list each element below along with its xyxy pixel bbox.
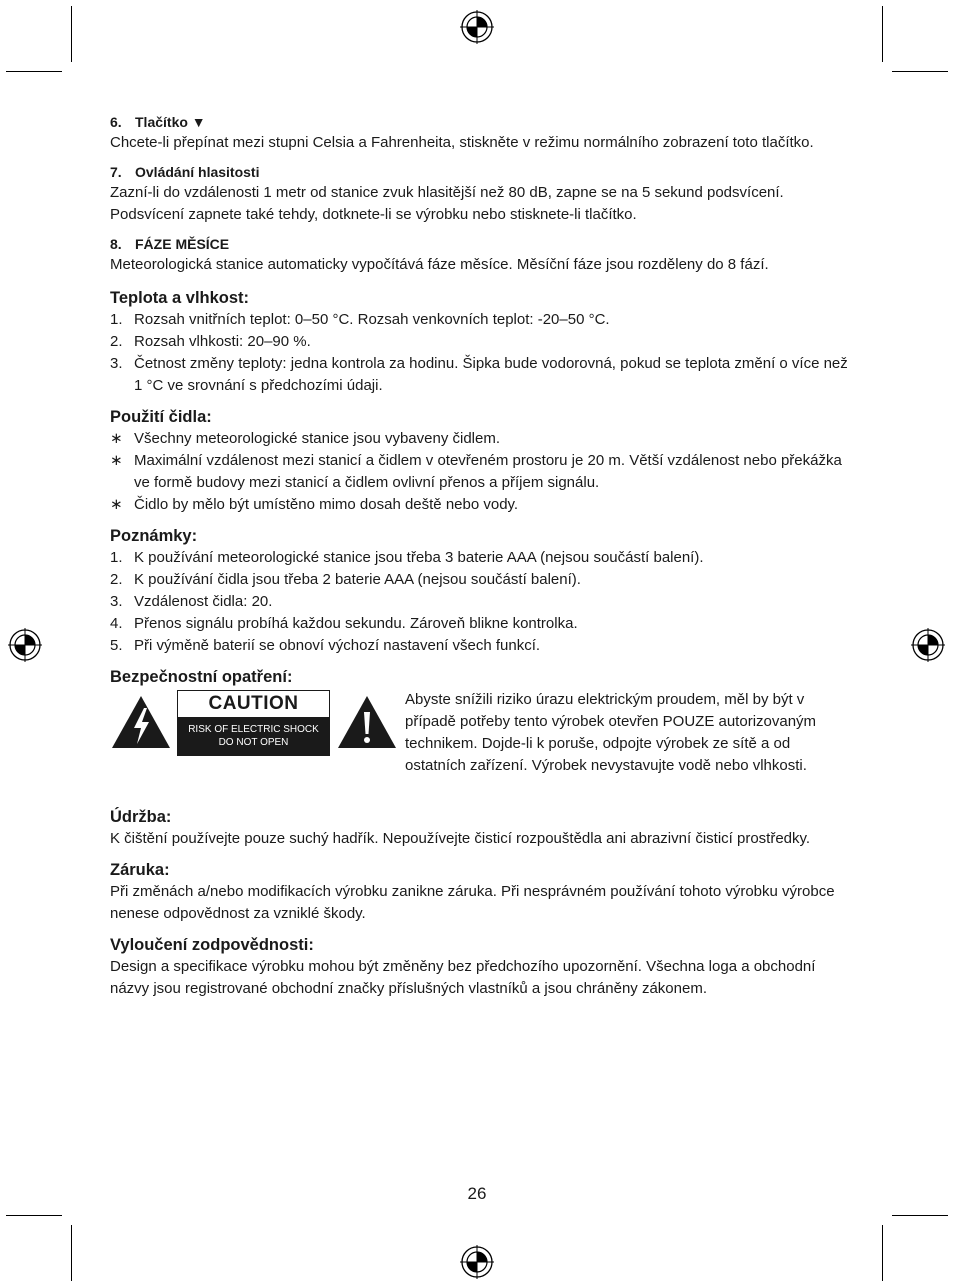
temperature-list	[110, 309, 850, 397]
list-item: 3. Vzdálenost čidla: 20.	[110, 593, 273, 610]
registration-mark-icon	[460, 1245, 494, 1279]
subsection-heading: 7. Ovládání hlasitosti	[110, 164, 260, 180]
section-heading-sensor: Použití čidla:	[110, 408, 212, 426]
notes-list	[110, 547, 850, 657]
subsection-text: Zazní-li do vzdálenosti 1 metr od stanice zvuk hlasitější než 80 dB, zapne se na 5 sekund podsvícení. Podsvícení zapnete také tehdy, dotknete-li se výrobku nebo stisknete-li tlačítko.	[110, 184, 784, 223]
section-heading-disclaimer: Vyloučení zodpovědnosti:	[110, 936, 314, 954]
crop-mark	[6, 71, 62, 72]
subsection-heading: 8. FÁZE MĚSÍCE	[110, 236, 230, 252]
registration-mark-icon	[8, 628, 42, 662]
list-item: 5. Při výměně baterií se obnoví výchozí nastavení všech funkcí.	[110, 637, 541, 654]
crop-mark	[892, 1215, 948, 1216]
warranty-text: Při změnách a/nebo modifikacích výrobku zanikne záruka. Při nesprávném používání tohoto výrobku výrobce nenese odpovědnost za vzniklé škody.	[110, 883, 835, 922]
page-content	[110, 112, 850, 1000]
list-item: ∗ Maximální vzdálenost mezi stanicí a čidlem v otevřeném prostoru je 20 m. Větší vzdálenost nebo překážka ve formě budovy mezi stanicí a čidlem ovlivní přenos a příjem signálu.	[110, 452, 842, 491]
caution-warning: RISK OF ELECTRIC SHOCK DO NOT OPEN	[178, 717, 329, 755]
section-heading-maintenance: Údržba:	[110, 808, 172, 826]
crop-mark	[882, 1225, 883, 1281]
list-item: 3. Četnost změny teploty: jedna kontrola za hodinu. Šipka bude vodorovná, pokud se teplota změní o více než 1 °C ve srovnání s předchozími údaji.	[110, 355, 848, 394]
safety-block	[110, 688, 850, 796]
sensor-list	[110, 428, 850, 516]
list-item: 1. K používání meteorologické stanice jsou třeba 3 baterie AAA (nejsou součástí balení).	[110, 549, 704, 566]
list-item: ∗ Všechny meteorologické stanice jsou vybaveny čidlem.	[110, 430, 501, 447]
registration-mark-icon	[911, 628, 945, 662]
list-item: 2. K používání čidla jsou třeba 2 baterie AAA (nejsou součástí balení).	[110, 571, 581, 588]
list-item: 4. Přenos signálu probíhá každou sekundu. Zároveň blikne kontrolka.	[110, 615, 578, 632]
caution-label	[177, 690, 330, 756]
caution-title: CAUTION	[208, 693, 299, 714]
section-heading-notes: Poznámky:	[110, 527, 198, 545]
page-number: 26	[467, 1184, 487, 1203]
list-item: 2. Rozsah vlhkosti: 20–90 %.	[110, 333, 311, 350]
crop-mark	[6, 1215, 62, 1216]
exclamation-warning-icon	[336, 694, 398, 750]
maintenance-text: K čištění používejte pouze suchý hadřík. Nepoužívejte čisticí rozpouštědla ani abrazivní čisticí prostředky.	[110, 830, 811, 847]
crop-mark	[882, 6, 883, 62]
crop-mark	[892, 71, 948, 72]
disclaimer-text: Design a specifikace výrobku mohou být změněny bez předchozího upozornění. Všechna loga a obchodní názvy jsou registrované obchodní značky příslušných vlastníků a jsou chráněny zákonem.	[110, 958, 816, 997]
crop-mark	[71, 1225, 72, 1281]
crop-mark	[71, 6, 72, 62]
lightning-warning-icon	[110, 694, 172, 750]
list-item: ∗ Čidlo by mělo být umístěno mimo dosah deště nebo vody.	[110, 496, 519, 513]
registration-mark-icon	[460, 10, 494, 44]
section-heading-safety: Bezpečnostní opatření:	[110, 668, 293, 686]
section-heading-warranty: Záruka:	[110, 861, 170, 879]
safety-text: Abyste snížili riziko úrazu elektrickým proudem, měl by být v případě potřeby tento výrobek otevřen POUZE autorizovaným technikem. Dojde-li k poruše, odpojte výrobek ze sítě a od ostatních zařízení. Výrobek nevystavujte vodě nebo vlhkosti.	[405, 691, 817, 774]
subsection-text: Meteorologická stanice automaticky vypočítává fáze měsíce. Měsíční fáze jsou rozděleny do 8 fází.	[110, 256, 769, 273]
list-item: 1. Rozsah vnitřních teplot: 0–50 °C. Rozsah venkovních teplot: -20–50 °C.	[110, 311, 610, 328]
subsection-text: Chcete-li přepínat mezi stupni Celsia a Fahrenheita, stiskněte v režimu normálního zobrazení toto tlačítko.	[110, 134, 814, 151]
section-heading-temperature: Teplota a vlhkost:	[110, 289, 250, 307]
subsection-heading: 6. Tlačítko ▼	[110, 114, 206, 130]
